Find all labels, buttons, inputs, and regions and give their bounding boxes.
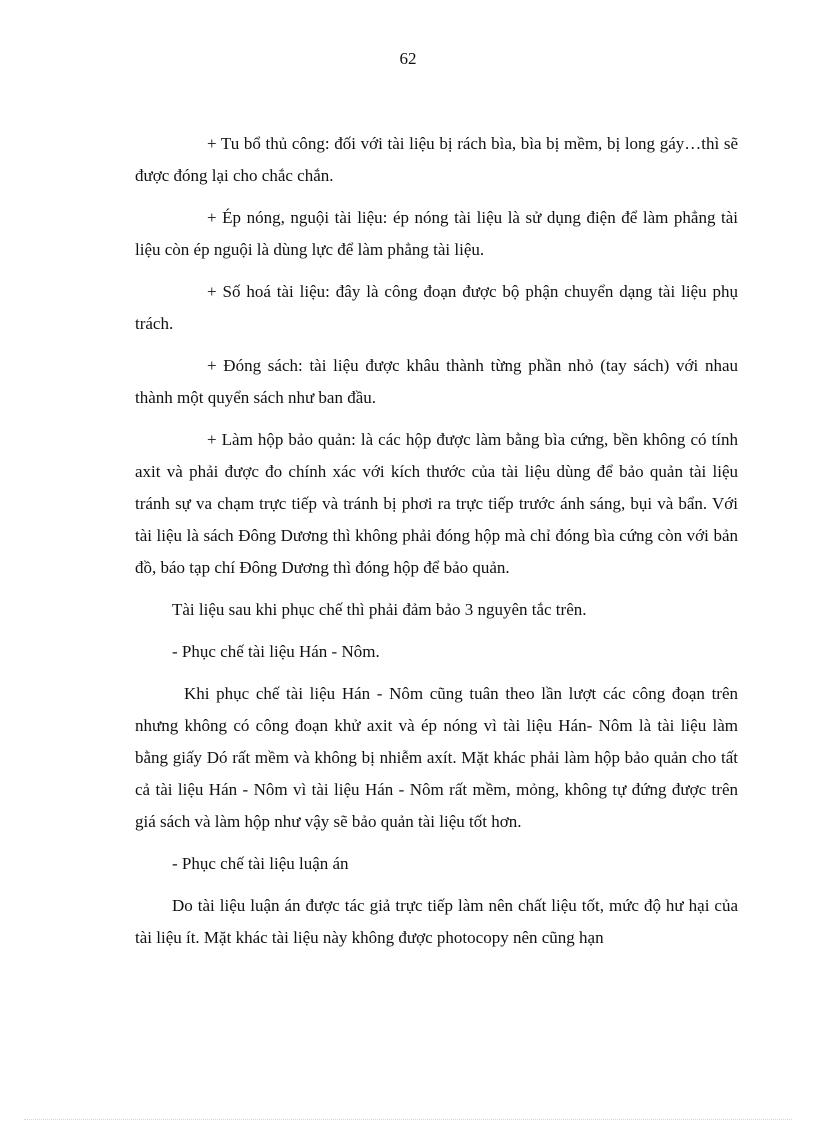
paragraph-hot-cold-press: + Ép nóng, nguội tài liệu: ép nóng tài liệu là sử dụng điện để làm phẳng tài liệu còn ép nguội là dùng lực để làm phẳng tài liệu.	[135, 208, 738, 259]
paragraph-book-binding: + Đóng sách: tài liệu được khâu thành từng phần nhỏ (tay sách) với nhau thành một quyển sách như ban đầu.	[135, 356, 738, 407]
heading-han-nom-restoration: - Phục chế tài liệu Hán - Nôm.	[172, 642, 380, 661]
page-bottom-divider	[24, 1119, 792, 1120]
page-number: 62	[399, 49, 417, 68]
document-body	[135, 128, 738, 964]
paragraph-manual-repair: + Tu bổ thủ công: đối với tài liệu bị rách bìa, bìa bị mềm, bị long gáy…thì sẽ được đóng lại cho chắc chắn.	[135, 134, 738, 185]
paragraph-principles: Tài liệu sau khi phục chế thì phải đảm bảo 3 nguyên tắc trên.	[172, 600, 587, 619]
paragraph-han-nom: Khi phục chế tài liệu Hán - Nôm cũng tuân theo lần lượt các công đoạn trên nhưng không có công đoạn khử axit và ép nóng vì tài liệu Hán- Nôm là tài liệu làm bằng giấy Dó rất mềm và không bị nhiễm axít. Mặt khác phải làm hộp bảo quản cho tất cả tài liệu Hán - Nôm vì tài liệu Hán - Nôm rất mềm, mỏng, không tự đứng được trên giá sách và làm hộp như vậy sẽ bảo quản tài liệu tốt hơn.	[135, 684, 738, 831]
paragraph-digitization: + Số hoá tài liệu: đây là công đoạn được bộ phận chuyển dạng tài liệu phụ trách.	[135, 282, 738, 333]
paragraph-storage-box: + Làm hộp bảo quản: là các hộp được làm bằng bìa cứng, bền không có tính axit và phải được đo chính xác với kích thước của tài liệu dùng để bảo quản tài liệu tránh sự va chạm trực tiếp và tránh bị phơi ra trực tiếp trước ánh sáng, bụi và bẩn. Với tài liệu là sách Đông Dương thì không phải đóng hộp mà chỉ đóng bìa cứng còn với bản đồ, báo tạp chí Đông Dương thì đóng hộp để bảo quản.	[135, 430, 738, 577]
paragraph-thesis: Do tài liệu luận án được tác giả trực tiếp làm nên chất liệu tốt, mức độ hư hại của tài liệu ít. Mặt khác tài liệu này không được photocopy nên cũng hạn	[135, 896, 738, 947]
heading-thesis-restoration: - Phục chế tài liệu luận án	[172, 854, 349, 873]
